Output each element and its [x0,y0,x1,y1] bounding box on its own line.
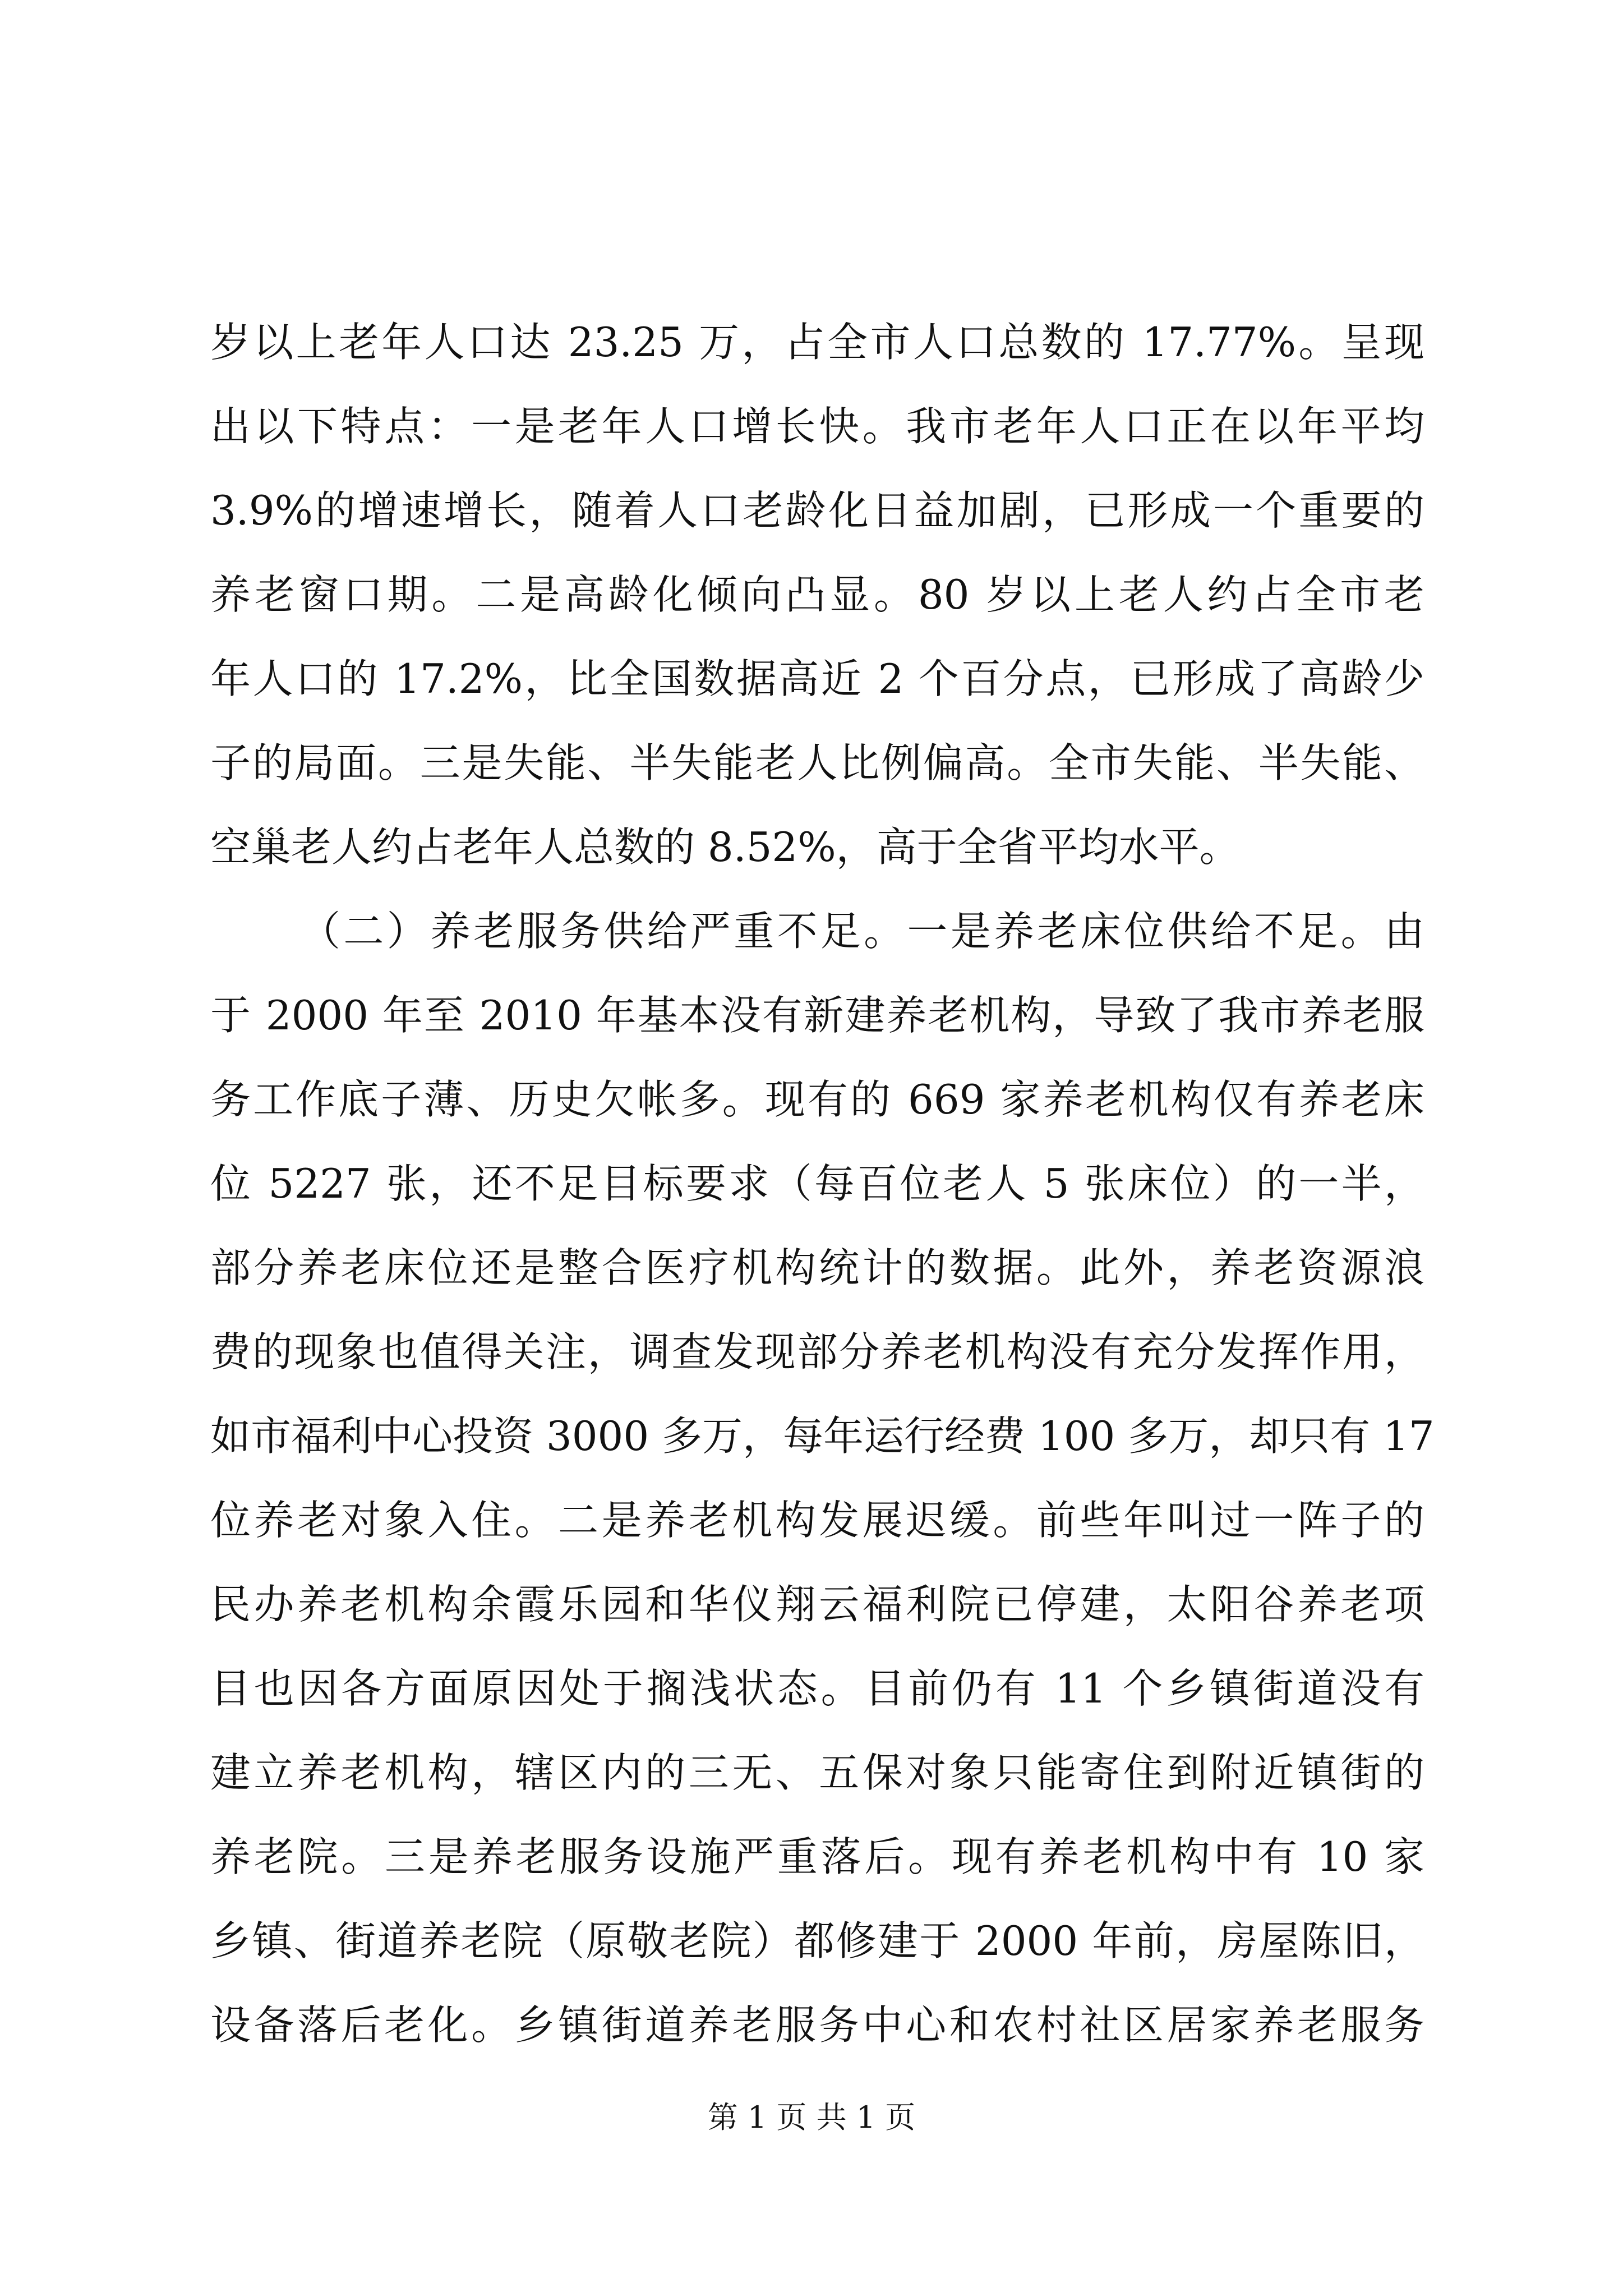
paragraph-line-7: 空巢老人约占老年人总数的 8.52%，高于全省平均水平。 [210,823,1240,871]
paragraph-line-4: 养老窗口期。二是高龄化倾向凸显。80 岁以上老人约占全市老 [210,571,1424,618]
paragraph-line-2: 出以下特点：一是老年人口增长快。我市老年人口正在以年平均 [210,403,1424,450]
section-heading-line: （二）养老服务供给严重不足。一是养老床位供给不足。由 [300,908,1424,955]
paragraph-line-18: 建立养老机构，辖区内的三无、五保对象只能寄住到附近镇街的 [210,1749,1424,1796]
paragraph-line-9: 于 2000 年至 2010 年基本没有新建养老机构，导致了我市养老服 [210,992,1424,1039]
paragraph-line-17: 目也因各方面原因处于搁浅状态。目前仍有 11 个乡镇街道没有 [210,1665,1424,1712]
paragraph-line-12: 部分养老床位还是整合医疗机构统计的数据。此外，养老资源浪 [210,1244,1424,1291]
paragraph-line-15: 位养老对象入住。二是养老机构发展迟缓。前些年叫过一阵子的 [210,1497,1424,1544]
paragraph-line-20: 乡镇、街道养老院（原敬老院）都修建于 2000 年前，房屋陈旧， [210,1917,1424,1964]
paragraph-line-3: 3.9%的增速增长，随着人口老龄化日益加剧，已形成一个重要的 [210,487,1424,534]
paragraph-line-19: 养老院。三是养老服务设施严重落后。现有养老机构中有 10 家 [210,1833,1424,1880]
page-footer [0,2098,1623,2137]
paragraph-line-5: 年人口的 17.2%，比全国数据高近 2 个百分点，已形成了高龄少 [210,655,1424,702]
paragraph-line-11: 位 5227 张，还不足目标要求（每百位老人 5 张床位）的一半， [210,1160,1424,1207]
paragraph-line-14: 如市福利中心投资 3000 多万，每年运行经费 100 多万，却只有 17 [210,1412,1435,1460]
page-number-label: 第 1 页 共 1 页 [707,2100,916,2135]
paragraph-line-1: 岁以上老年人口达 23.25 万，占全市人口总数的 17.77%。呈现 [210,319,1424,366]
paragraph-line-6: 子的局面。三是失能、半失能老人比例偏高。全市失能、半失能、 [210,739,1424,786]
body-text [210,300,1435,2067]
paragraph-line-10: 务工作底子薄、历史欠帐多。现有的 669 家养老机构仅有养老床 [210,1076,1424,1123]
paragraph-line-13: 费的现象也值得关注，调查发现部分养老机构没有充分发挥作用， [210,1328,1424,1375]
paragraph-line-16: 民办养老机构余霞乐园和华仪翔云福利院已停建，太阳谷养老项 [210,1581,1424,1628]
paragraph-line-21: 设备落后老化。乡镇街道养老服务中心和农村社区居家养老服务 [210,2001,1424,2049]
